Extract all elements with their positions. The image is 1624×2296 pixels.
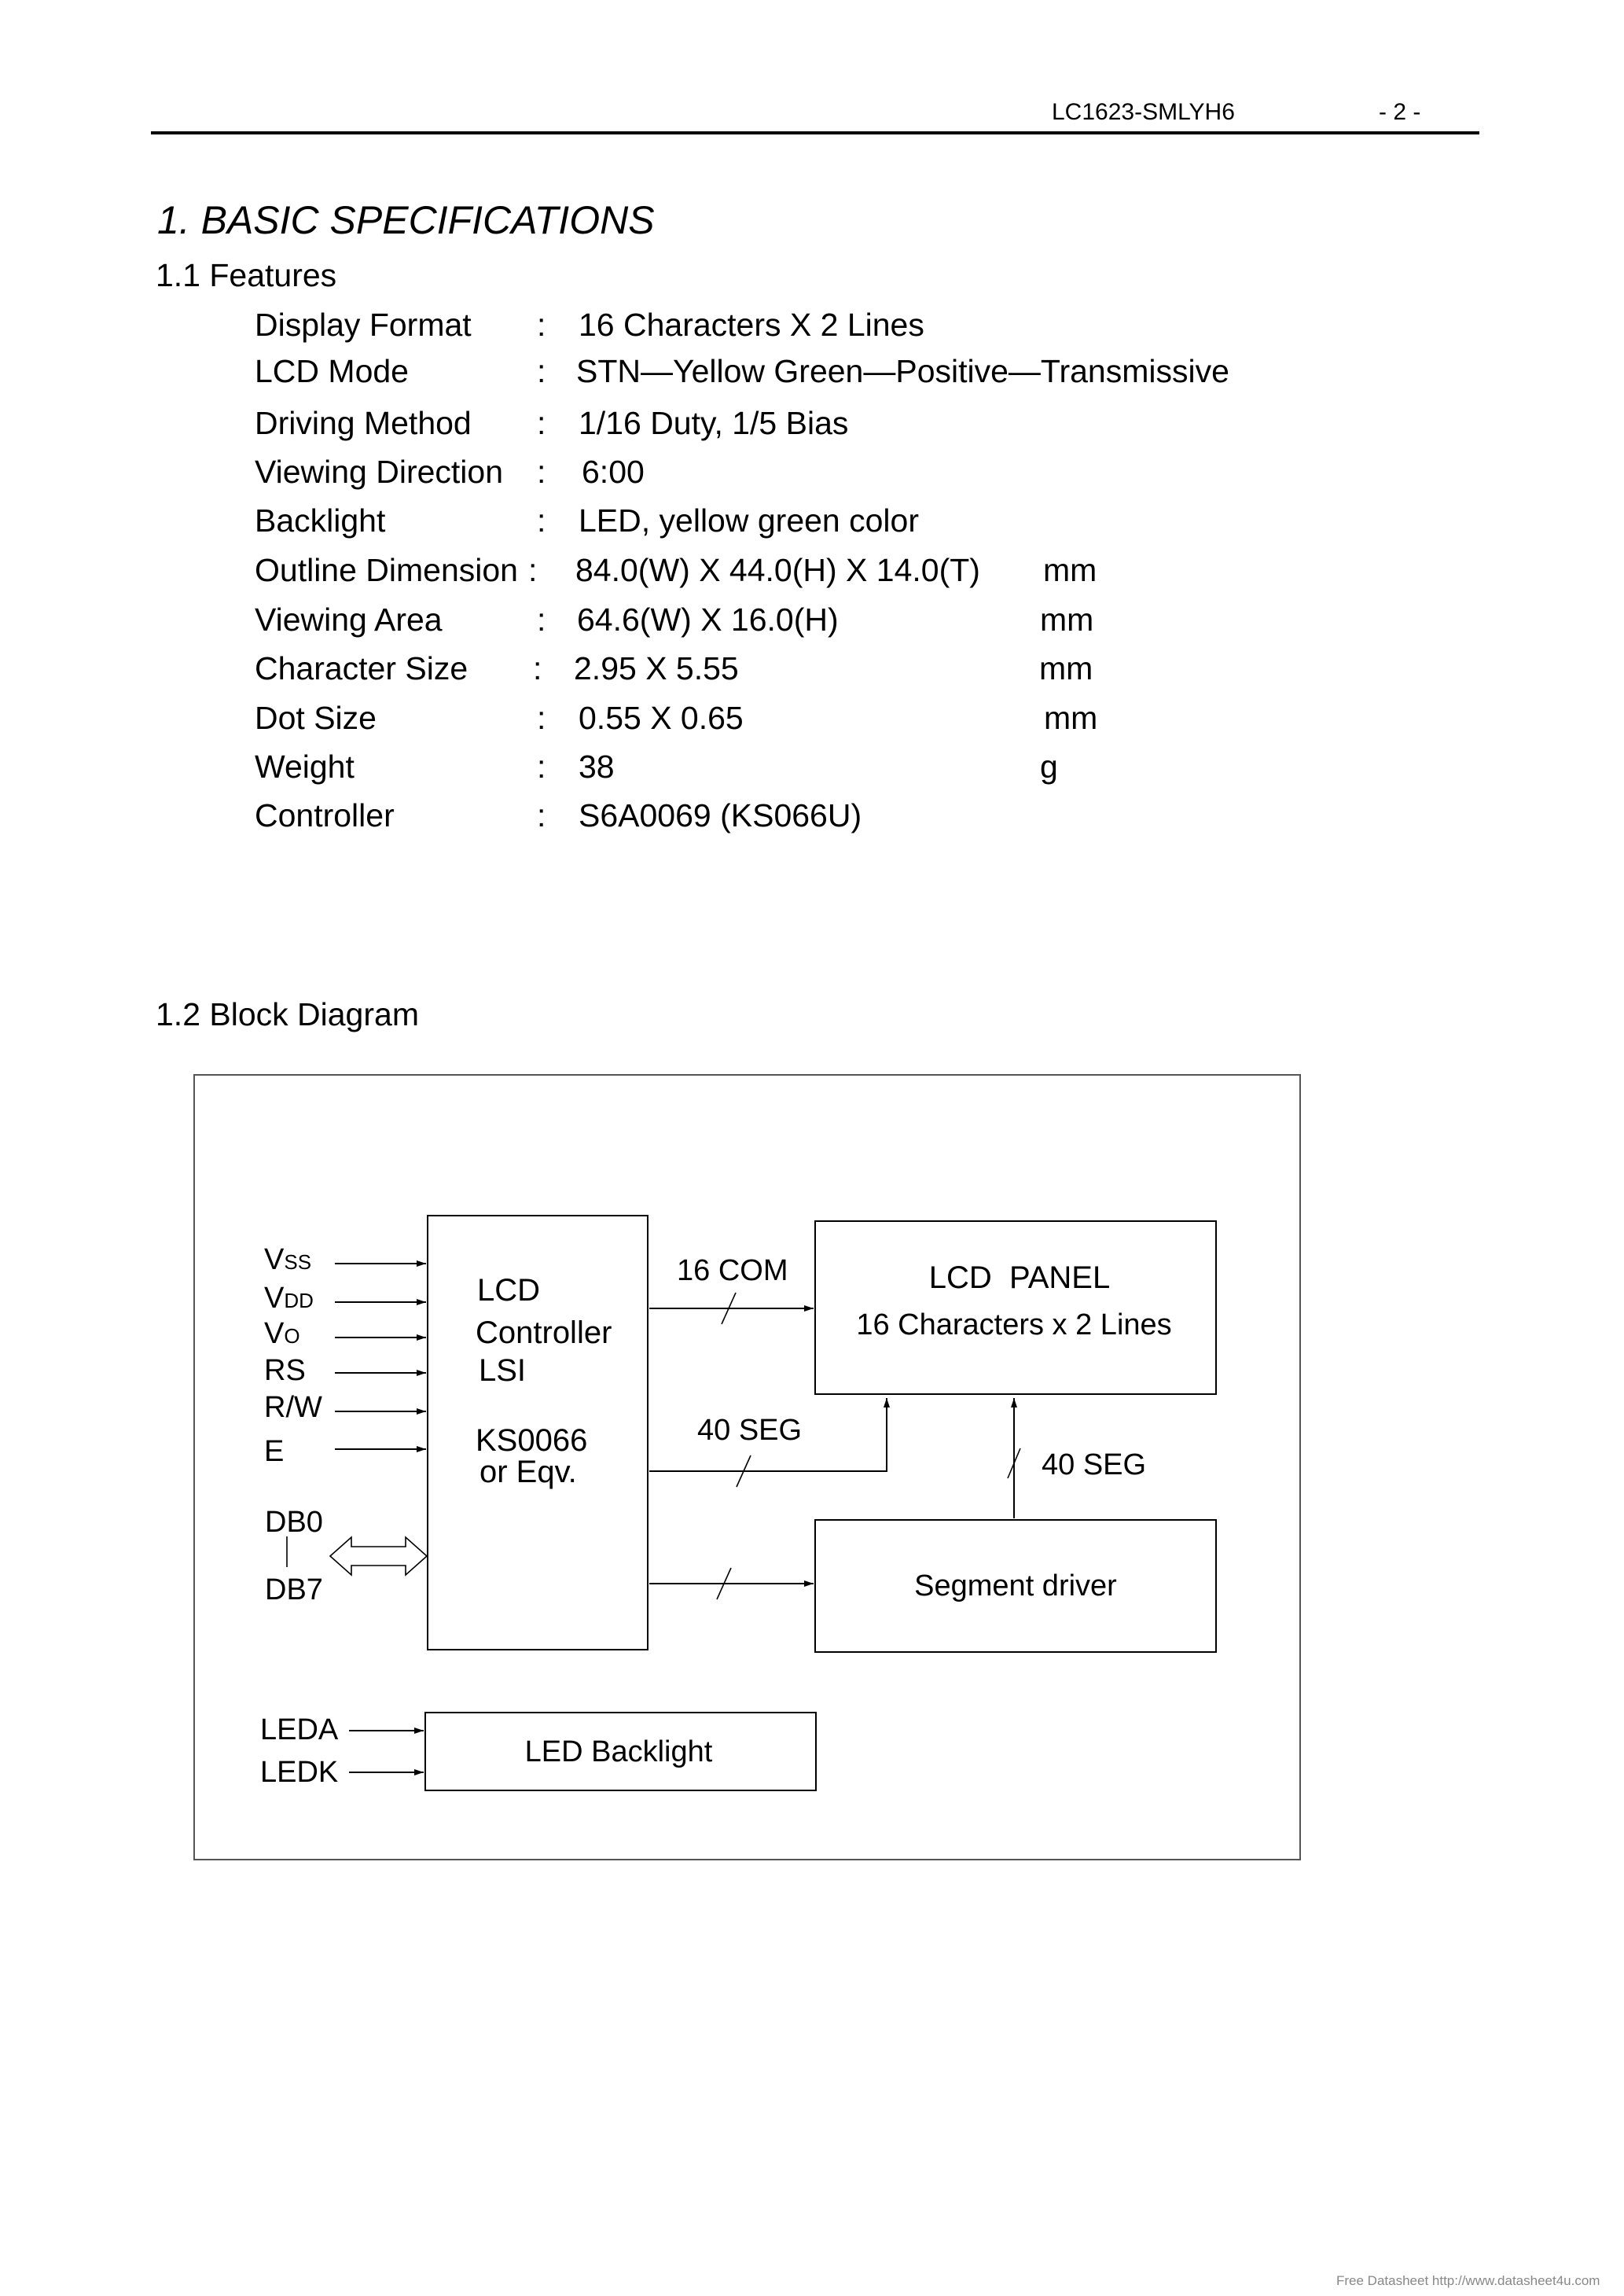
data-bus-arrow xyxy=(330,1537,427,1575)
led-backlight-label: LED Backlight xyxy=(524,1735,713,1768)
feature-colon: : xyxy=(537,797,546,833)
panel-subtitle: 16 Characters x 2 Lines xyxy=(856,1308,1172,1341)
feature-colon: : xyxy=(537,454,546,490)
panel-title: LCD PANEL xyxy=(928,1260,1111,1295)
doc-id: LC1623-SMLYH6 xyxy=(1052,99,1235,125)
feature-unit: g xyxy=(1040,749,1058,785)
feature-unit: mm xyxy=(1043,552,1097,588)
vss-label: VSS xyxy=(264,1243,312,1276)
feature-label: Driving Method xyxy=(255,405,472,441)
db0-label: DB0 xyxy=(265,1506,323,1539)
feature-colon: : xyxy=(537,602,546,638)
block-diagram-heading: 1.2 Block Diagram xyxy=(156,996,419,1032)
lcd-panel-block xyxy=(815,1221,1216,1394)
feature-label: LCD Mode xyxy=(255,353,409,389)
feature-label: Weight xyxy=(255,749,355,785)
controller-line4: KS0066 xyxy=(476,1423,588,1458)
feature-value: 2.95 X 5.55 xyxy=(574,650,739,686)
feature-value: LED, yellow green color xyxy=(579,502,919,539)
seg-label-top: 40 SEG xyxy=(697,1414,803,1447)
feature-colon: : xyxy=(537,405,546,441)
feature-value: S6A0069 (KS066U) xyxy=(579,797,862,833)
feature-colon: : xyxy=(537,307,546,343)
feature-value: 84.0(W) X 44.0(H) X 14.0(T) xyxy=(575,552,980,588)
segment-driver-label: Segment driver xyxy=(914,1569,1117,1602)
feature-unit: mm xyxy=(1040,602,1094,638)
db7-label: DB7 xyxy=(265,1573,323,1606)
feature-value: 0.55 X 0.65 xyxy=(579,700,744,736)
controller-line1: LCD xyxy=(477,1273,541,1308)
vdd-label: VDD xyxy=(264,1282,314,1315)
features-heading: 1.1 Features xyxy=(156,257,337,293)
feature-value: 64.6(W) X 16.0(H) xyxy=(577,602,839,638)
ledk-label: LEDK xyxy=(260,1756,339,1789)
e-label: E xyxy=(264,1435,285,1468)
feature-label: Character Size xyxy=(255,650,468,686)
rs-label: RS xyxy=(264,1354,306,1387)
feature-value: 16 Characters X 2 Lines xyxy=(579,307,924,343)
feature-label: Viewing Area xyxy=(255,602,443,638)
feature-label: Dot Size xyxy=(255,700,377,736)
section-title: 1. BASIC SPECIFICATIONS xyxy=(157,198,655,242)
feature-colon: : xyxy=(537,502,546,539)
feature-label: Display Format xyxy=(255,307,472,343)
feature-value: 6:00 xyxy=(582,454,645,490)
feature-label: Viewing Direction xyxy=(255,454,504,490)
rw-label: R/W xyxy=(264,1391,322,1424)
controller-line3: LSI xyxy=(479,1353,527,1388)
com-label: 16 COM xyxy=(677,1254,788,1287)
controller-line5: or Eqv. xyxy=(479,1455,577,1489)
feature-unit: mm xyxy=(1039,650,1093,686)
feature-value: 38 xyxy=(579,749,615,785)
feature-label: Backlight xyxy=(255,502,386,539)
vo-label: VO xyxy=(264,1317,300,1350)
feature-colon: : xyxy=(537,749,546,785)
leda-label: LEDA xyxy=(260,1713,339,1746)
feature-value: STN—Yellow Green—Positive—Transmissive xyxy=(576,353,1229,389)
feature-label: Outline Dimension xyxy=(255,552,518,588)
feature-colon: : xyxy=(537,700,546,736)
feature-unit: mm xyxy=(1044,700,1098,736)
footer-watermark: Free Datasheet http://www.datasheet4u.com xyxy=(1336,2273,1600,2288)
page-number: - 2 - xyxy=(1379,99,1421,125)
feature-colon: : xyxy=(528,552,538,588)
feature-value: 1/16 Duty, 1/5 Bias xyxy=(579,405,849,441)
seg-label-right: 40 SEG xyxy=(1042,1448,1147,1481)
controller-line2: Controller xyxy=(476,1315,612,1350)
feature-colon: : xyxy=(533,650,542,686)
feature-label: Controller xyxy=(255,797,395,833)
feature-colon: : xyxy=(537,353,546,389)
